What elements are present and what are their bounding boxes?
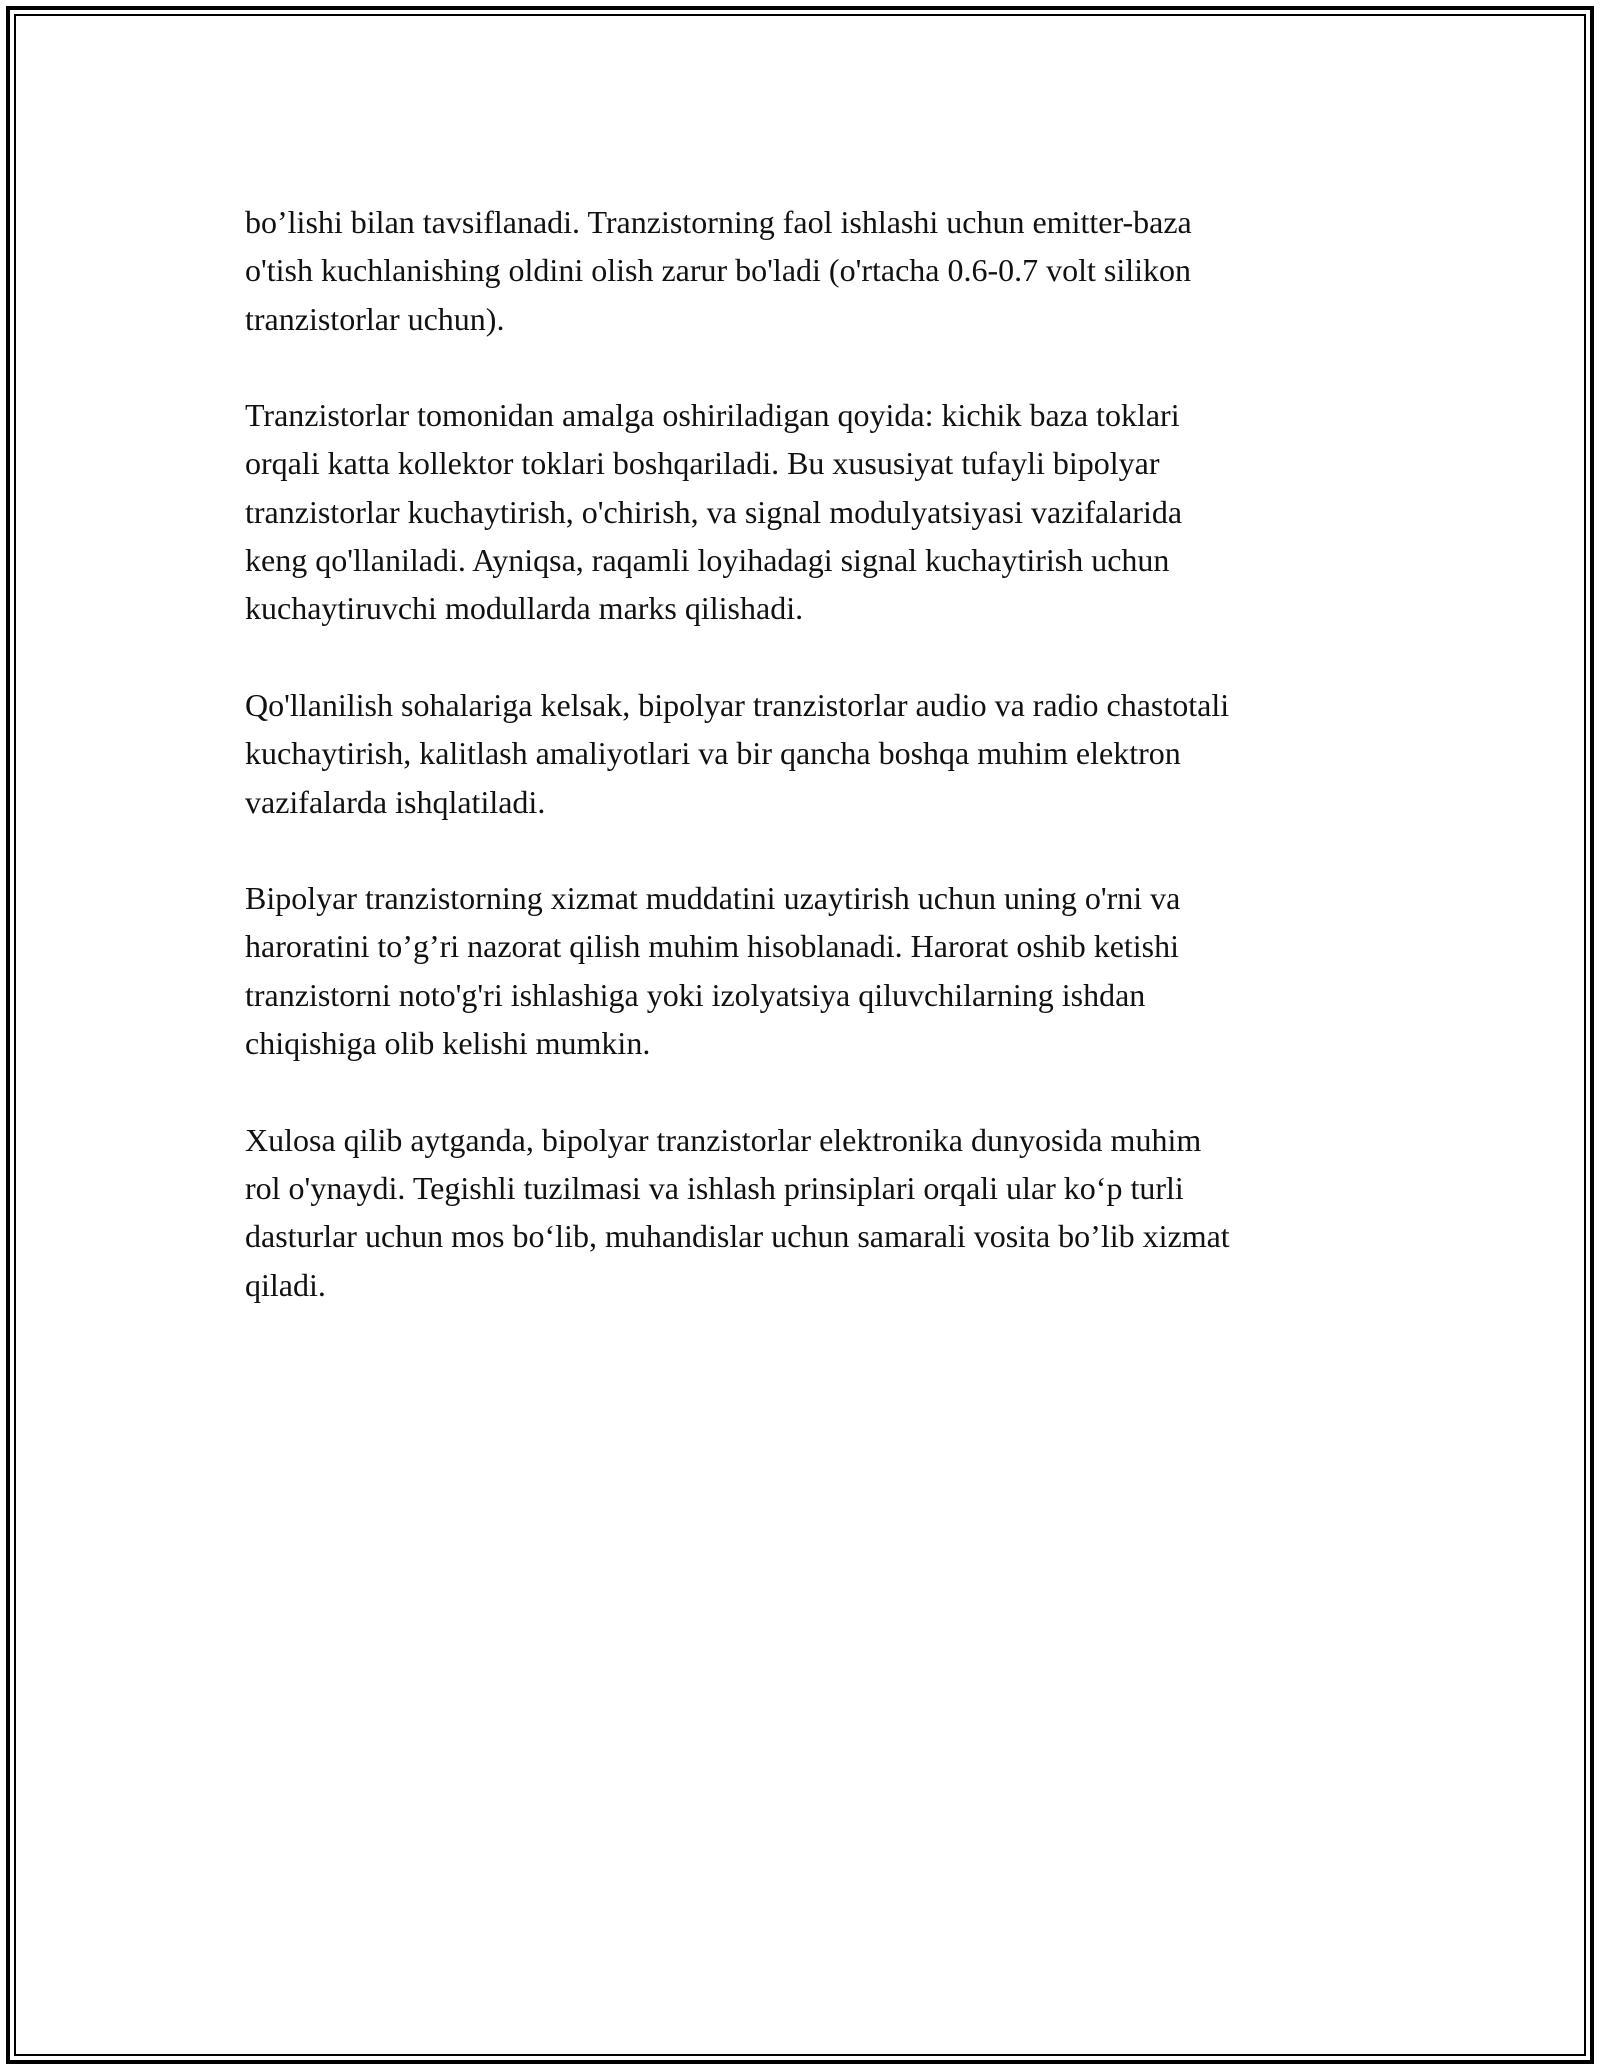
text-line: tranzistorlar kuchaytirish, o'chirish, va signal modulyatsiyasi vazifalarida: [245, 493, 1183, 530]
paragraph-2: [245, 391, 1385, 632]
text-line: vazifalarda ishqlatiladi.: [245, 783, 546, 820]
paragraph-4: [245, 874, 1385, 1067]
text-line: kuchaytirish, kalitlash amaliyotlari va bir qancha boshqa muhim elektron: [245, 735, 1181, 772]
text-line: keng qo'llaniladi. Ayniqsa, raqamli loyihadagi signal kuchaytirish uchun: [245, 542, 1170, 579]
text-line: bo’lishi bilan tavsiflanadi. Tranzistorning faol ishlashi uchun emitter-baza: [245, 204, 1192, 240]
text-line: o'tish kuchlanishing oldini olish zarur bo'ladi (o'rtacha 0.6-0.7 volt silikon: [245, 252, 1192, 289]
text-line: kuchaytiruvchi modullarda marks qilishadi.: [245, 590, 804, 627]
text-line: tranzistorlar uchun).: [245, 300, 505, 337]
paragraph-1: [245, 198, 1385, 343]
page-border: [6, 6, 1594, 2064]
text-line: dasturlar uchun mos bo‘lib, muhandislar uchun samarali vosita bo’lib xizmat: [245, 1218, 1230, 1255]
text-line: chiqishiga olib kelishi mumkin.: [245, 1025, 651, 1062]
text-line: orqali katta kollektor toklari boshqariladi. Bu xususiyat tufayli bipolyar: [245, 445, 1160, 482]
text-line: Tranzistorlar tomonidan amalga oshiriladigan qoyida: kichik baza toklari: [245, 397, 1180, 434]
text-line: Bipolyar tranzistorning xizmat muddatini uzaytirish uchun uning o'rni va: [245, 880, 1181, 917]
paragraph-3: [245, 681, 1385, 826]
document-body: [245, 198, 1385, 1357]
text-line: rol o'ynaydi. Tegishli tuzilmasi va ishlash prinsiplari orqali ular ko‘p turli: [245, 1169, 1184, 1206]
paragraph-5: [245, 1116, 1385, 1309]
text-line: Xulosa qilib aytganda, bipolyar tranzistorlar elektronika dunyosida muhim: [245, 1121, 1202, 1158]
text-line: tranzistorni noto'g'ri ishlashiga yoki izolyatsiya qiluvchilarning ishdan: [245, 976, 1146, 1013]
text-line: qiladi.: [245, 1266, 326, 1303]
text-line: haroratini to’g’ri nazorat qilish muhim hisoblanadi. Harorat oshib ketishi: [245, 928, 1180, 965]
text-line: Qo'llanilish sohalariga kelsak, bipolyar tranzistorlar audio va radio chastotali: [245, 686, 1230, 723]
